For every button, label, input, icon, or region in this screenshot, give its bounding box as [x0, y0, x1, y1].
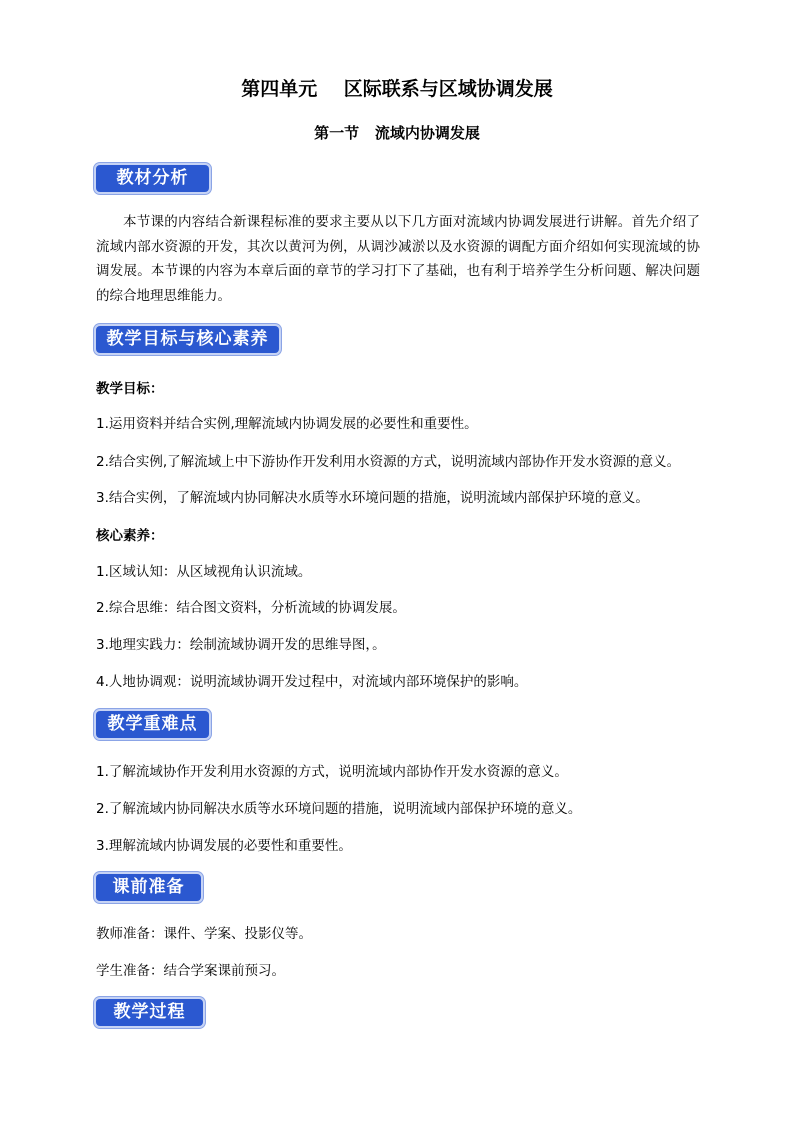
student-preparation: 学生准备：结合学案课前预习。: [96, 963, 285, 979]
teacher-preparation: 教师准备：课件、学案、投影仪等。: [96, 926, 312, 942]
section-title: 第一节 流域内协调发展: [314, 124, 480, 142]
key-point-item: 2.了解流域内协同解决水质等水环境问题的措施，说明流域内部保护环境的意义。: [96, 801, 582, 817]
literacy-heading: 核心素养：: [96, 528, 164, 544]
literacy-item: 4.人地协调观：说明流域协调开发过程中，对流域内部环境保护的影响。: [96, 674, 528, 690]
objective-item: 3.结合实例，了解流域内协同解决水质等水环境问题的措施，说明流域内部保护环境的意义。: [96, 490, 649, 506]
key-points-badge: 教学重难点: [96, 711, 209, 738]
key-point-item: 1.了解流域协作开发利用水资源的方式，说明流域内部协作开发水资源的意义。: [96, 764, 568, 780]
objective-item: 1.运用资料并结合实例,理解流域内协调发展的必要性和重要性。: [96, 416, 478, 432]
literacy-item: 2.综合思维：结合图文资料，分析流域的协调发展。: [96, 600, 406, 616]
literacy-item: 1.区域认知：从区域视角认识流域。: [96, 564, 312, 580]
key-point-item: 3.理解流域内协调发展的必要性和重要性。: [96, 838, 352, 854]
process-badge: 教学过程: [96, 999, 203, 1026]
literacy-item: 3.地理实践力：绘制流域协调开发的思维导图，。: [96, 637, 386, 653]
objectives-heading: 教学目标：: [96, 381, 164, 397]
goals-badge: 教学目标与核心素养: [96, 326, 279, 353]
analysis-paragraph: 本节课的内容结合新课程标准的要求主要从以下几方面对流域内协调发展进行讲解。首先介绍了流域内部水资源的开发，其次以黄河为例，从调沙减淤以及水资源的调配方面介绍如何实现流域的协调发展。本节课的内容为本章后面的章节的学习打下了基础，也有利于培养学生分析问题、解决问题的综合地理思维能力。: [96, 214, 700, 304]
analysis-badge: 教材分析: [96, 165, 209, 192]
objective-item: 2.结合实例,了解流域上中下游协作开发利用水资源的方式，说明流域内部协作开发水资源的意义。: [96, 454, 681, 470]
unit-title: 第四单元 区际联系与区域协调发展: [241, 78, 553, 100]
preparation-badge: 课前准备: [96, 874, 201, 901]
